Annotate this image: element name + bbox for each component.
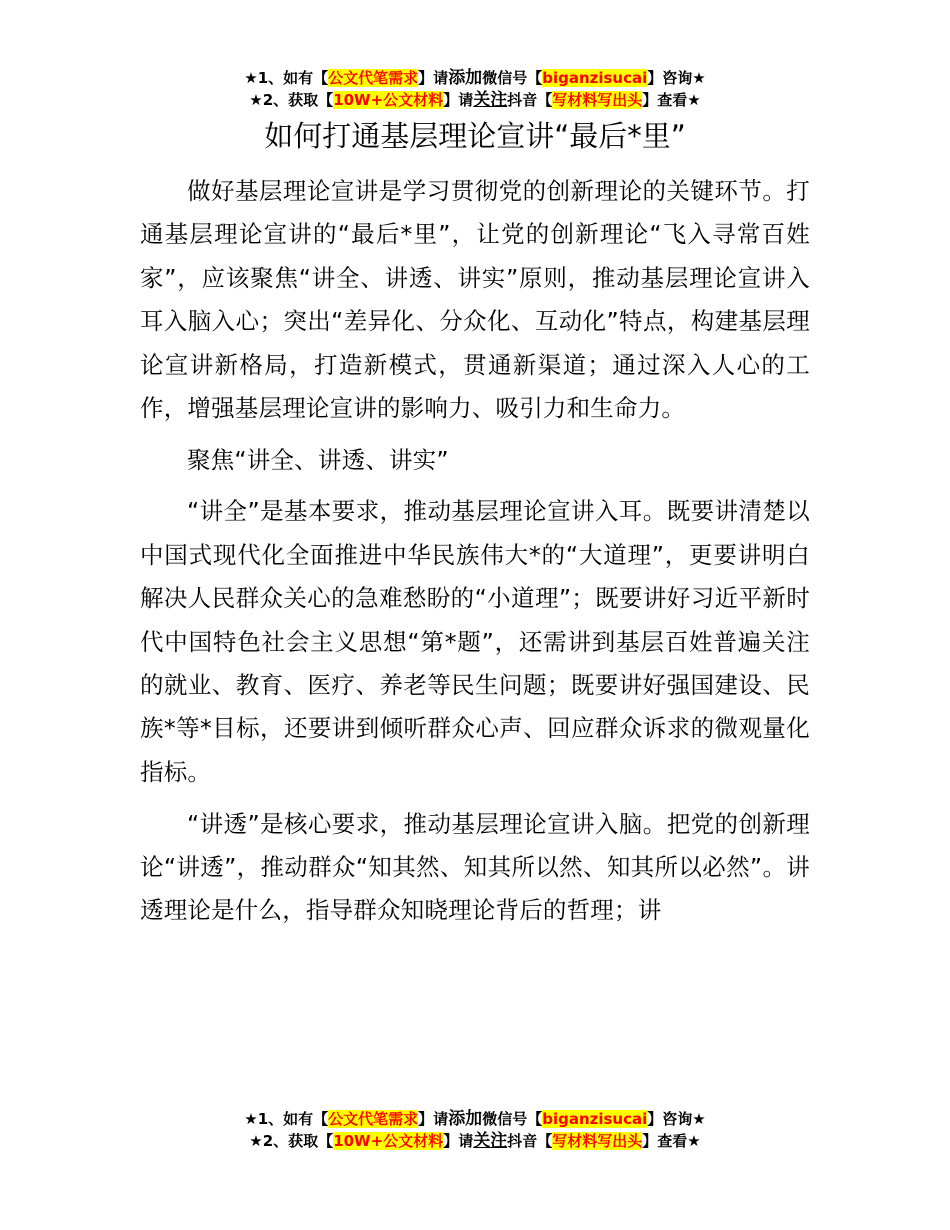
banner-text: 】咨询★ xyxy=(647,1110,706,1128)
banner-text: 】查看★ xyxy=(642,1132,701,1150)
document-title: 如何打通基层理论宣讲“最后*里” xyxy=(264,119,686,153)
banner-text: 】请 xyxy=(418,1110,449,1128)
banner-highlight: 10W+公文材料 xyxy=(333,1132,444,1150)
banner-douyin-id: 写材料写出头 xyxy=(552,1132,643,1150)
banner-text: 】请 xyxy=(443,91,474,109)
banner-text: 】查看★ xyxy=(642,91,701,109)
paragraph-intro: 做好基层理论宣讲是学习贯彻党的创新理论的关键环节。打通基层理论宣讲的“最后*里”，让党的创新理论“飞入寻常百姓家”，应该聚焦“讲全、讲透、讲实”原则，推动基层理论宣讲入耳入脑入心；突出“差异化、分众化、互动化”特点，构建基层理论宣讲新格局，打造新模式，贯通新渠道；通过深入人心的工作，增强基层理论宣讲的影响力、吸引力和生命力。 xyxy=(140,177,810,423)
banner-text: 】请 xyxy=(443,1132,474,1150)
banner-line-follow xyxy=(0,1130,950,1152)
paragraph-jiangquan: “讲全”是基本要求，推动基层理论宣讲入耳。既要讲清楚以中国式现代化全面推进中华民族伟大*的“大道理”，更要讲明白解决人民群众关心的急难愁盼的“小道理”；既要讲好习近平新时代中国特色社会主义思想“第*题”，还需讲到基层百姓普遍关注的就业、教育、医疗、养老等民生问题；既要讲好强国建设、民族*等*目标，还要讲到倾听群众心声、回应群众诉求的微观量化指标。 xyxy=(140,497,810,786)
header-banner xyxy=(0,67,950,111)
banner-line-consult xyxy=(0,1108,950,1130)
banner-emphasis: 添加 xyxy=(448,1109,483,1129)
banner-emphasis: 添加 xyxy=(448,68,483,88)
banner-text: 抖音【 xyxy=(507,1132,553,1150)
banner-text: ★2、获取【 xyxy=(249,1132,334,1150)
banner-text: ★1、如有【 xyxy=(244,1110,329,1128)
banner-douyin-id: 写材料写出头 xyxy=(552,91,643,109)
document-body xyxy=(140,170,810,941)
banner-text: ★1、如有【 xyxy=(244,69,329,87)
banner-line-consult xyxy=(0,67,950,89)
banner-wechat-id: biganzisucai xyxy=(542,1110,648,1128)
banner-text: 微信号【 xyxy=(482,1110,543,1128)
banner-line-follow xyxy=(0,89,950,111)
banner-highlight: 公文代笔需求 xyxy=(328,69,419,87)
banner-text: 】请 xyxy=(418,69,449,87)
banner-emphasis: 关注 xyxy=(473,1131,508,1151)
banner-wechat-id: biganzisucai xyxy=(542,69,648,87)
paragraph-jiangtou: “讲透”是核心要求，推动基层理论宣讲入脑。把党的创新理论“讲透”，推动群众“知其然、知其所以然、知其所以必然”。讲透理论是什么，指导群众知晓理论背后的哲理；讲 xyxy=(140,809,810,925)
banner-text: ★2、获取【 xyxy=(249,91,334,109)
banner-text: 微信号【 xyxy=(482,69,543,87)
banner-text: 】咨询★ xyxy=(647,69,706,87)
section-heading: 聚焦“讲全、讲透、讲实” xyxy=(187,445,449,474)
banner-highlight: 10W+公文材料 xyxy=(333,91,444,109)
banner-highlight: 公文代笔需求 xyxy=(328,1110,419,1128)
banner-text: 抖音【 xyxy=(507,91,553,109)
footer-banner xyxy=(0,1108,950,1152)
banner-emphasis: 关注 xyxy=(473,90,508,110)
